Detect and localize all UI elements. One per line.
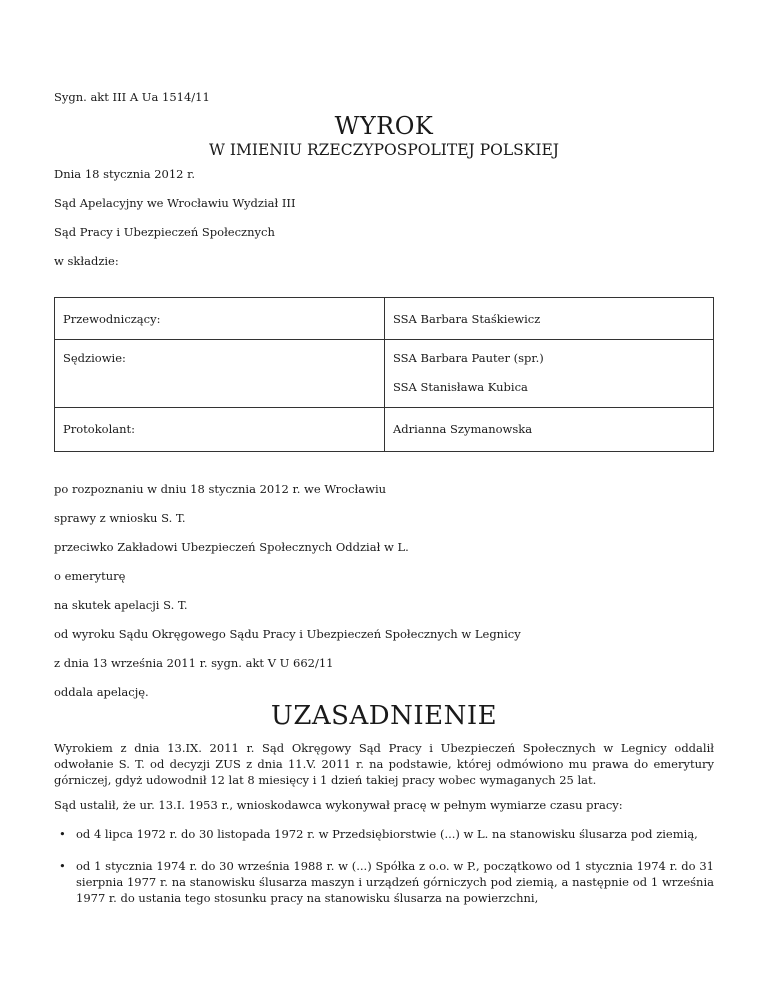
document-title: WYROK xyxy=(334,112,434,140)
composition-label: w składzie: xyxy=(54,254,119,268)
panel-row-judges xyxy=(55,340,714,408)
panel-name: Adrianna Szymanowska xyxy=(393,422,533,436)
bullet-icon: • xyxy=(59,859,66,873)
ruling-line: sprawy z wniosku S. T. xyxy=(54,511,186,525)
panel-role: Protokolant: xyxy=(55,408,385,452)
list-item xyxy=(54,858,714,906)
court-division: Sąd Pracy i Ubezpieczeń Społecznych xyxy=(54,225,275,239)
justification-paragraph: Wyrokiem z dnia 13.IX. 2011 r. Sąd Okręgowy Sąd Pracy i Ubezpieczeń Społecznych w Legnicy oddalił odwołanie S. T. od decyzji ZUS z dnia 11.V. 2011 r. na podstawie, której odmówiono mu prawa do emerytury górniczej, gdyż udowodnił 12 lat 8 miesięcy i 1 dzień takiej pracy wobec wymaganych 25 lat. xyxy=(54,741,714,787)
bullet-icon: • xyxy=(59,827,66,841)
panel-name: SSA Stanisława Kubica xyxy=(393,380,528,394)
court-name: Sąd Apelacyjny we Wrocławiu Wydział III xyxy=(54,196,296,210)
ruling-decision: oddala apelację. xyxy=(54,685,149,699)
ruling-line: o emeryturę xyxy=(54,569,126,583)
panel-names xyxy=(385,298,714,340)
ruling-line: po rozpoznaniu w dniu 18 stycznia 2012 r. we Wrocławiu xyxy=(54,482,387,496)
case-reference: Sygn. akt III A Ua 1514/11 xyxy=(54,90,210,104)
employment-list xyxy=(54,826,714,922)
list-item-text: od 1 stycznia 1974 r. do 30 września 1988 r. w (...) Spółka z o.o. w P., początkowo od 1 stycznia 1974 r. do 31 sierpnia 1977 r. na stanowisku ślusarza maszyn i urządzeń górniczych pod ziemią, a następnie od 1 września 1977 r. do ustania tego stosunku pracy na stanowisku ślusarza na powierzchni, xyxy=(76,859,714,905)
ruling-line: od wyroku Sądu Okręgowego Sądu Pracy i Ubezpieczeń Społecznych w Legnicy xyxy=(54,627,521,641)
panel-row-clerk xyxy=(55,408,714,452)
list-item-text: od 4 lipca 1972 r. do 30 listopada 1972 r. w Przedsiębiorstwie (...) w L. na stanowisku ślusarza pod ziemią, xyxy=(76,827,698,841)
document-subtitle: W IMIENIU RZECZYPOSPOLITEJ POLSKIEJ xyxy=(209,141,559,159)
panel-role: Przewodniczący: xyxy=(55,298,385,340)
justification-paragraph: Sąd ustalił, że ur. 13.I. 1953 r., wnioskodawca wykonywał pracę w pełnym wymiarze czasu pracy: xyxy=(54,798,623,812)
panel-name: SSA Barbara Pauter (spr.) xyxy=(393,351,544,365)
panel-names xyxy=(385,408,714,452)
panel-name: SSA Barbara Staśkiewicz xyxy=(393,312,541,326)
justification-title: UZASADNIENIE xyxy=(270,701,498,731)
judgment-date: Dnia 18 stycznia 2012 r. xyxy=(54,167,196,181)
ruling-line: z dnia 13 września 2011 r. sygn. akt V U 662/11 xyxy=(54,656,334,670)
panel-names xyxy=(385,340,714,408)
ruling-line: przeciwko Zakładowi Ubezpieczeń Społecznych Oddział w L. xyxy=(54,540,409,554)
list-item xyxy=(54,826,714,842)
court-panel-table xyxy=(54,297,714,452)
ruling-line: na skutek apelacji S. T. xyxy=(54,598,188,612)
panel-role: Sędziowie: xyxy=(55,340,385,408)
panel-row-chair xyxy=(55,298,714,340)
